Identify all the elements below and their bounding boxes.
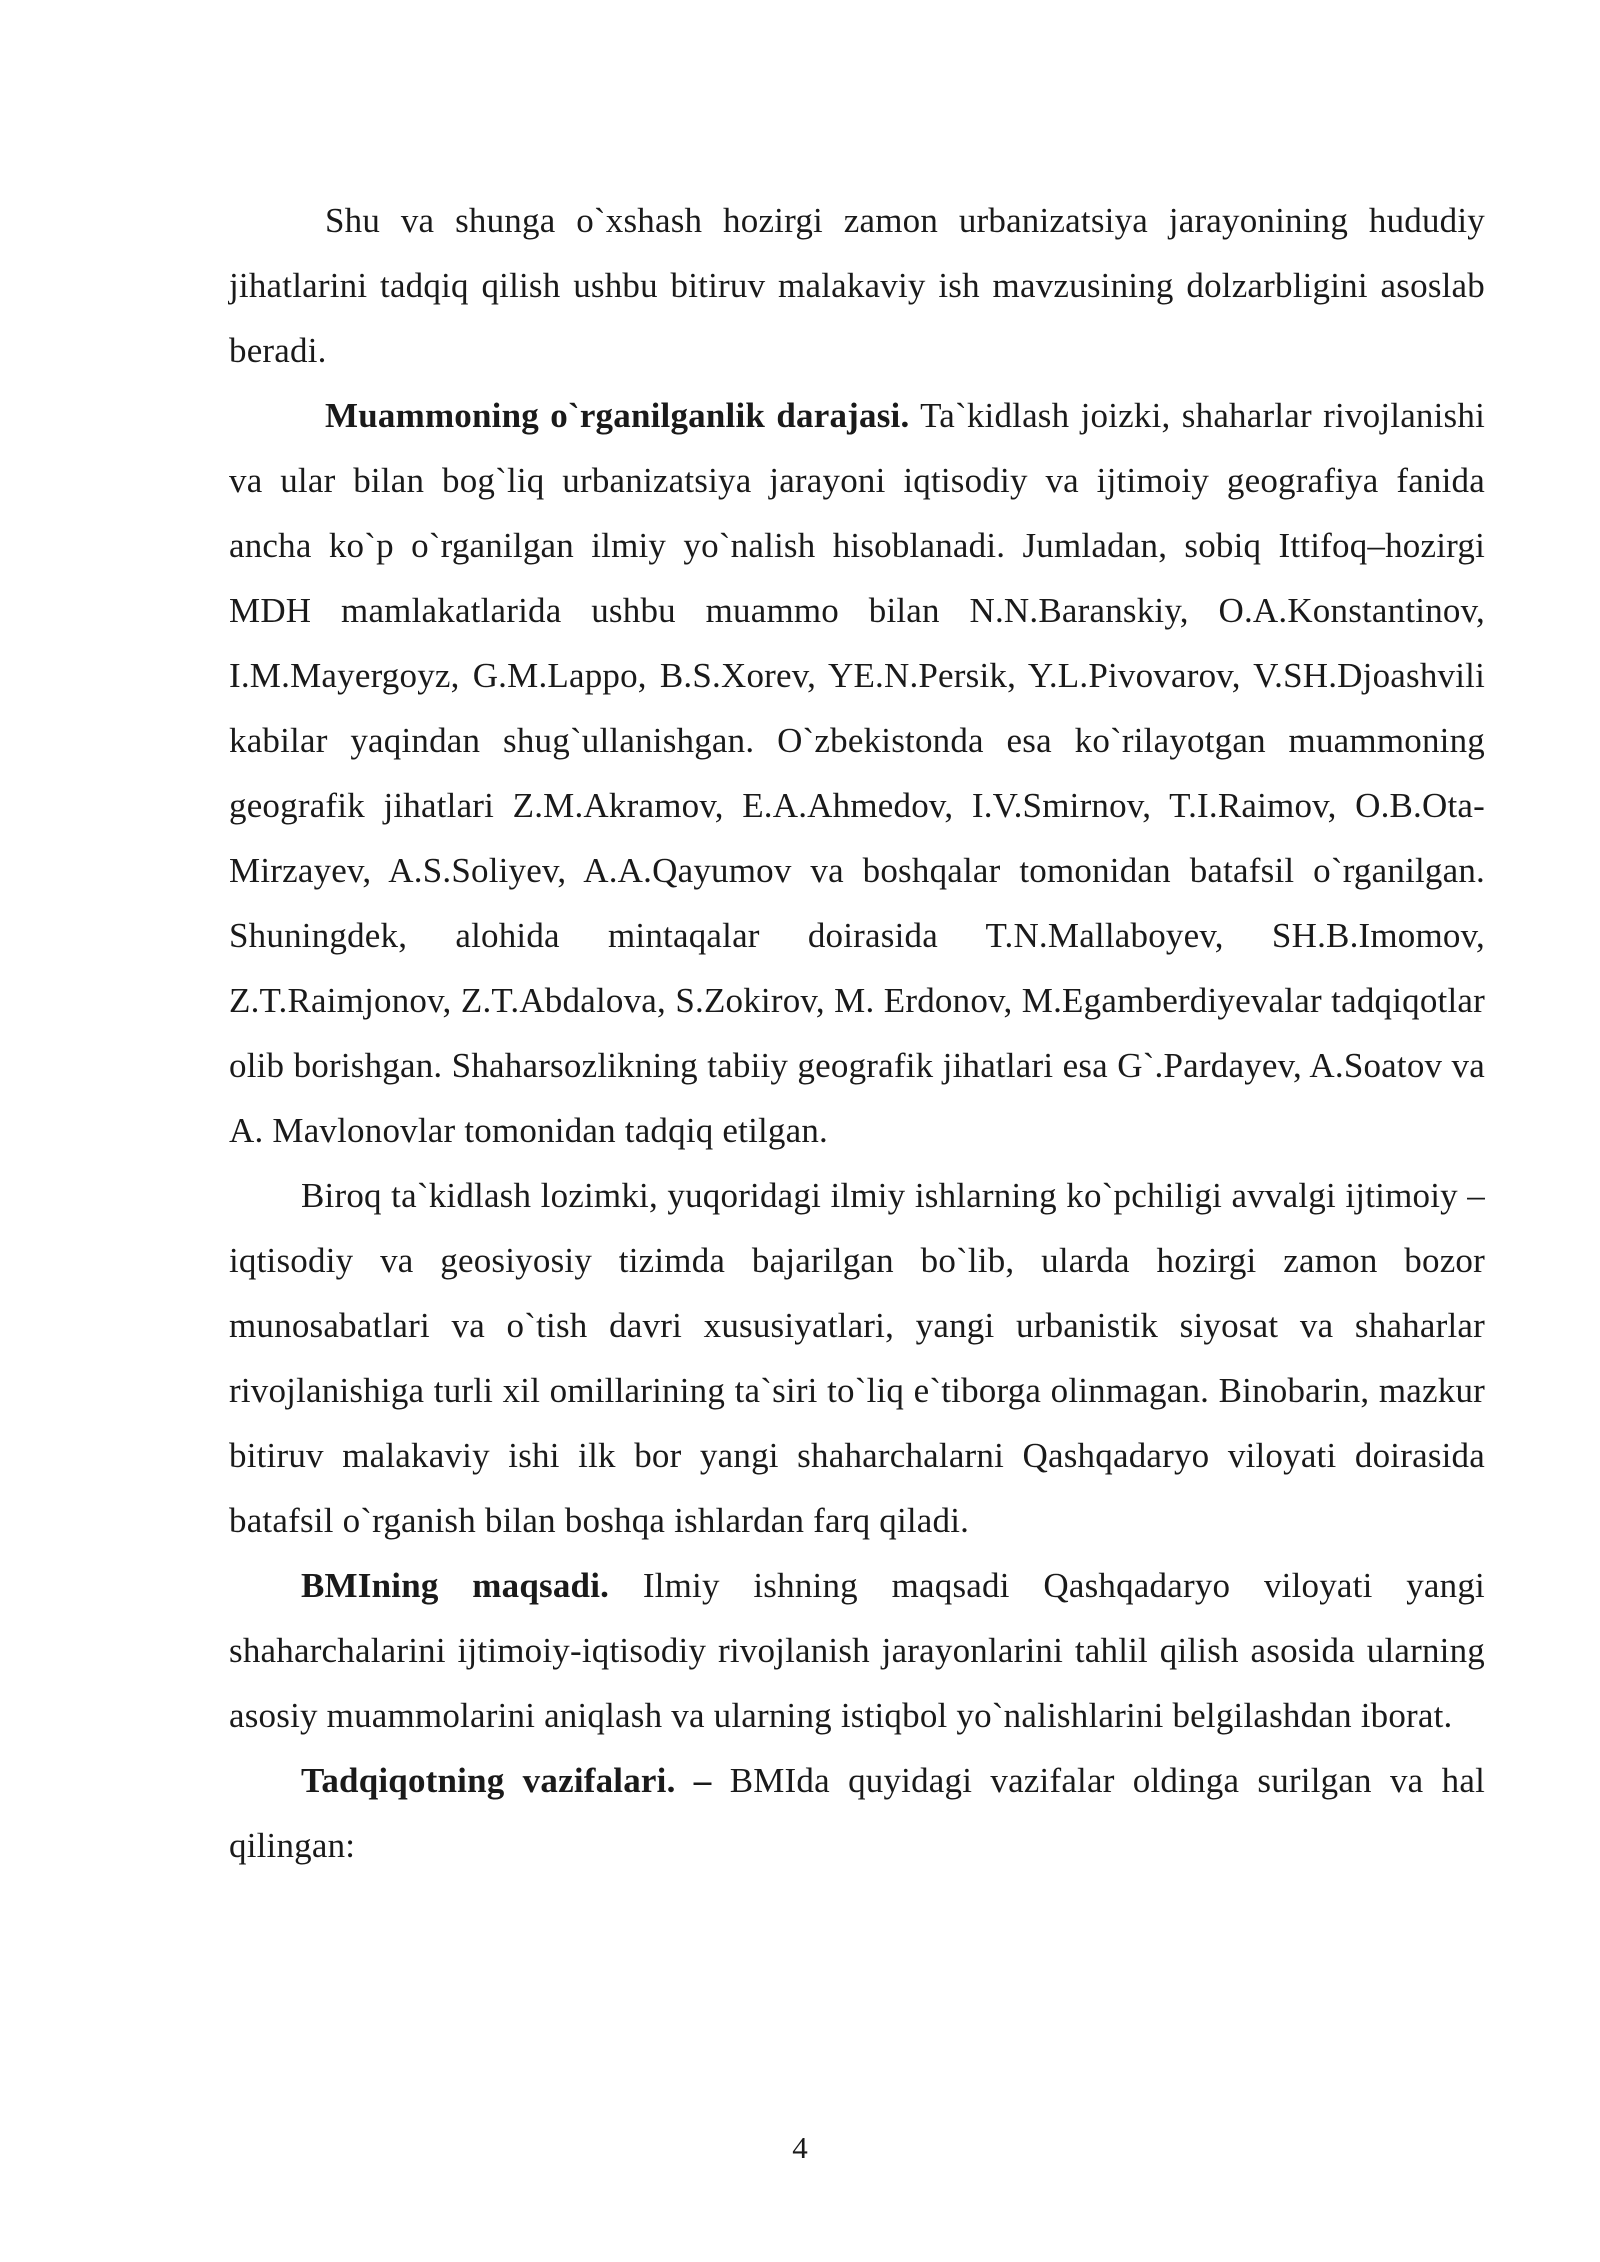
paragraph-novelty bbox=[229, 1163, 1485, 1553]
paragraph-text: Biroq ta`kidlash lozimki, yuqoridagi ilmiy ishlarning ko`pchiligi avvalgi ijtimoiy – iqtisodiy va geosiyosiy tizimda bajarilgan bo`lib, ularda hozirgi zamon bozor munosabatlari va o`tish davri xususiyatlari, yangi urbanistik siyosat va shaharlar rivojlanishiga turli xil omillarining ta`siri to`liq e`tiborga olinmagan. Binobarin, mazkur bitiruv malakaviy ishi ilk bor yangi shaharchalarni Qashqadaryo viloyati doirasida batafsil o`rganish bilan boshqa ishlardan farq qiladi. bbox=[229, 1176, 1485, 1540]
paragraph-study-level bbox=[229, 383, 1485, 1163]
section-heading: BMIning maqsadi. bbox=[301, 1566, 610, 1605]
paragraph-relevance bbox=[229, 188, 1485, 383]
section-heading: Muammoning o`rganilganlik darajasi. bbox=[325, 396, 910, 435]
paragraph-text: BMIda quyidagi vazifalar oldinga surilgan va hal qilingan: bbox=[229, 1761, 1485, 1865]
paragraph-text: Ta`kidlash joizki, shaharlar rivojlanishi va ular bilan bog`liq urbanizatsiya jarayoni iqtisodiy va ijtimoiy geografiya fanida ancha ko`p o`rganilgan ilmiy yo`nalish hisoblanadi. Jumladan, sobiq Ittifoq–hozirgi MDH mamlakatlarida ushbu muammo bilan N.N.Baranskiy, O.A.Konstantinov, I.M.Mayergoyz, G.M.Lappo, B.S.Xorev, YE.N.Persik, Y.L.Pivovarov, V.SH.Djoashvili kabilar yaqindan shug`ullanishgan. O`zbekistonda esa ko`rilayotgan muammoning geografik jihatlari Z.M.Akramov, E.A.Ahmedov, I.V.Smirnov, T.I.Raimov, O.B.Ota-Mirzayev, A.S.Soliyev, A.A.Qayumov va boshqalar tomonidan batafsil o`rganilgan. Shuningdek, alohida mintaqalar doirasida T.N.Mallaboyev, SH.B.Imomov, Z.T.Raimjonov, Z.T.Abdalova, S.Zokirov, M. Erdonov, M.Egamberdiyevalar tadqiqotlar olib borishgan. Shaharsozlikning tabiiy geografik jihatlari esa G`.Pardayev, A.Soatov va A. Mavlonovlar tomonidan tadqiq etilgan. bbox=[229, 396, 1485, 1150]
paragraph-text: Ilmiy ishning maqsadi Qashqadaryo viloyati yangi shaharchalarini ijtimoiy-iqtisodiy rivojlanish jarayonlarini tahlil qilish asosida ularning asosiy muammolarini aniqlash va ularning istiqbol yo`nalishlarini belgilashdan iborat. bbox=[229, 1566, 1485, 1735]
section-heading: Tadqiqotning vazifalari. – bbox=[301, 1761, 712, 1800]
paragraph-goal bbox=[229, 1553, 1485, 1748]
paragraph-tasks bbox=[229, 1748, 1485, 1878]
page-body bbox=[229, 188, 1485, 1878]
paragraph-text: Shu va shunga o`xshash hozirgi zamon urbanizatsiya jarayonining hududiy jihatlarini tadqiq qilish ushbu bitiruv malakaviy ish mavzusining dolzarbligini asoslab beradi. bbox=[229, 201, 1485, 370]
page-number: 4 bbox=[792, 2130, 808, 2165]
